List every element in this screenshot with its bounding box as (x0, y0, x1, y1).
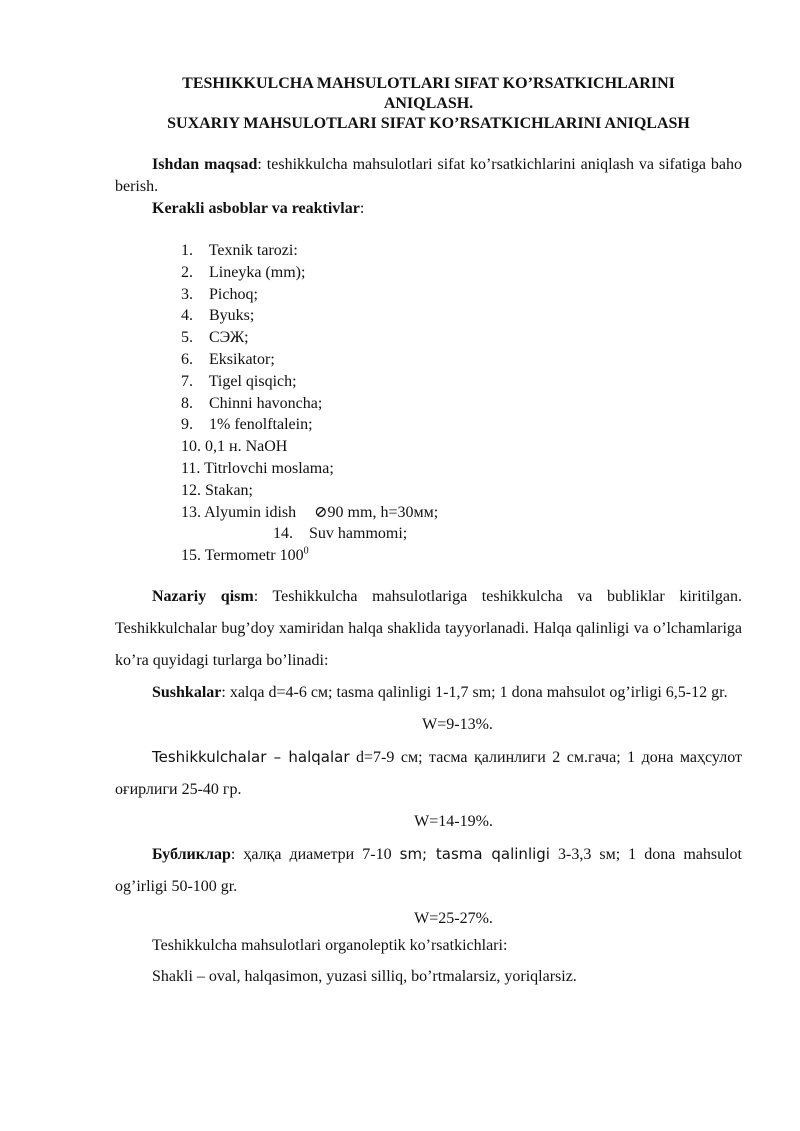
list-item: 1. Texnik tarozi: (181, 242, 298, 259)
bubliklar-formula: W=25-27%. (414, 909, 493, 927)
list-item: 8. Chinni havoncha; (181, 394, 323, 412)
title-line-1: TESHIKKULCHA MAHSULOTLARI SIFAT KO’RSATKICHLARINI (182, 75, 675, 92)
equipment-list (115, 240, 742, 567)
list-item: 13. Alyumin idish ⊘90 mm, h=30мм; (181, 502, 742, 524)
teshikkulchalar-formula: W=14-19%. (414, 812, 493, 830)
list-item: 4. Byuks; (181, 307, 255, 325)
theory-paragraph: Nazariy qism: Teshikkulcha mahsulotlariga teshikkulcha va bubliklar kiritilgan. Teshikkulchalar bug’doy xamiridan halqa shaklida tayyorlanadi. Halqa qalinligi va o’lchamlariga ko’ra quyidagi turlarga bo’linadi: (115, 587, 742, 669)
teshikkulchalar-label: Teshikkulchalar – halqalar (152, 747, 350, 766)
title-line-2: ANIQLASH. (383, 95, 474, 112)
teshikkulchalar-paragraph: Teshikkulchalar – halqalar d=7-9 см; тасма қалинлиги 2 см.гача; 1 дона маҳсулот оғирлиги 25-40 гр. (115, 747, 742, 798)
equipment-heading: Kerakli asboblar va reaktivlar: (152, 200, 365, 217)
document-title (115, 74, 742, 134)
purpose-paragraph (115, 154, 742, 198)
list-item: 11. Titrlovchi moslama; (181, 459, 334, 477)
list-item: 9. 1% fenolftalein; (181, 416, 313, 434)
list-item: 15. Termometr $100^0$ (181, 545, 309, 565)
equipment-label: Kerakli asboblar va reaktivlar (152, 200, 360, 217)
title-line-3: SUXARIY MAHSULOTLARI SIFAT KO’RSATKICHLARINI ANIQLASH (167, 115, 690, 132)
sushkalar-formula: W=9-13%. (422, 715, 493, 733)
list-item: 6. Eksikator; (181, 350, 275, 368)
list-item: 5. СЭЖ; (181, 329, 249, 347)
theory-label: Nazariy qism (152, 587, 254, 605)
purpose-label: Ishdan maqsad (152, 156, 258, 173)
bubliklar-paragraph: Бубликлар: ҳалқа диаметри 7-10 sm; tasma qalinligi 3-3,3 sм; 1 dona mahsulot og’irligi 50-100 gr. (115, 844, 742, 895)
document-page (115, 74, 742, 993)
sushkalar-label: Sushkalar (152, 683, 222, 701)
bubliklar-label: Бубликлар (152, 845, 231, 863)
list-item: 14. Suv hammomi; (273, 525, 408, 543)
sushkalar-paragraph: Sushkalar: xalqa d=4-6 см; tasma qalinligi 1-1,7 sm; 1 dona mahsulot og’irligi 6,5-12 gr. (152, 683, 728, 701)
list-item: 12. Stakan; (181, 481, 253, 499)
purpose-text: : teshikkulcha mahsulotlari sifat ko’rsatkichlarini aniqlash va sifatiga baho berish. (115, 156, 742, 195)
list-item: 7. Tigel qisqich; (181, 372, 297, 390)
diameter-spec: ⊘90 mm, h=30мм; (314, 503, 439, 521)
list-item: 10. 0,1 н. NaOH (181, 438, 288, 456)
organoleptic-heading: Teshikkulcha mahsulotlari organoleptik ko’rsatkichlari: (152, 936, 508, 954)
degree-superscript: 0 (303, 545, 309, 557)
list-item: 3. Pichoq; (181, 285, 258, 303)
shape-description: Shakli – oval, halqasimon, yuzasi silliq, bo’rtmalarsiz, yoriqlarsiz. (152, 967, 577, 985)
list-item: 2. Lineyka (mm); (181, 263, 306, 281)
